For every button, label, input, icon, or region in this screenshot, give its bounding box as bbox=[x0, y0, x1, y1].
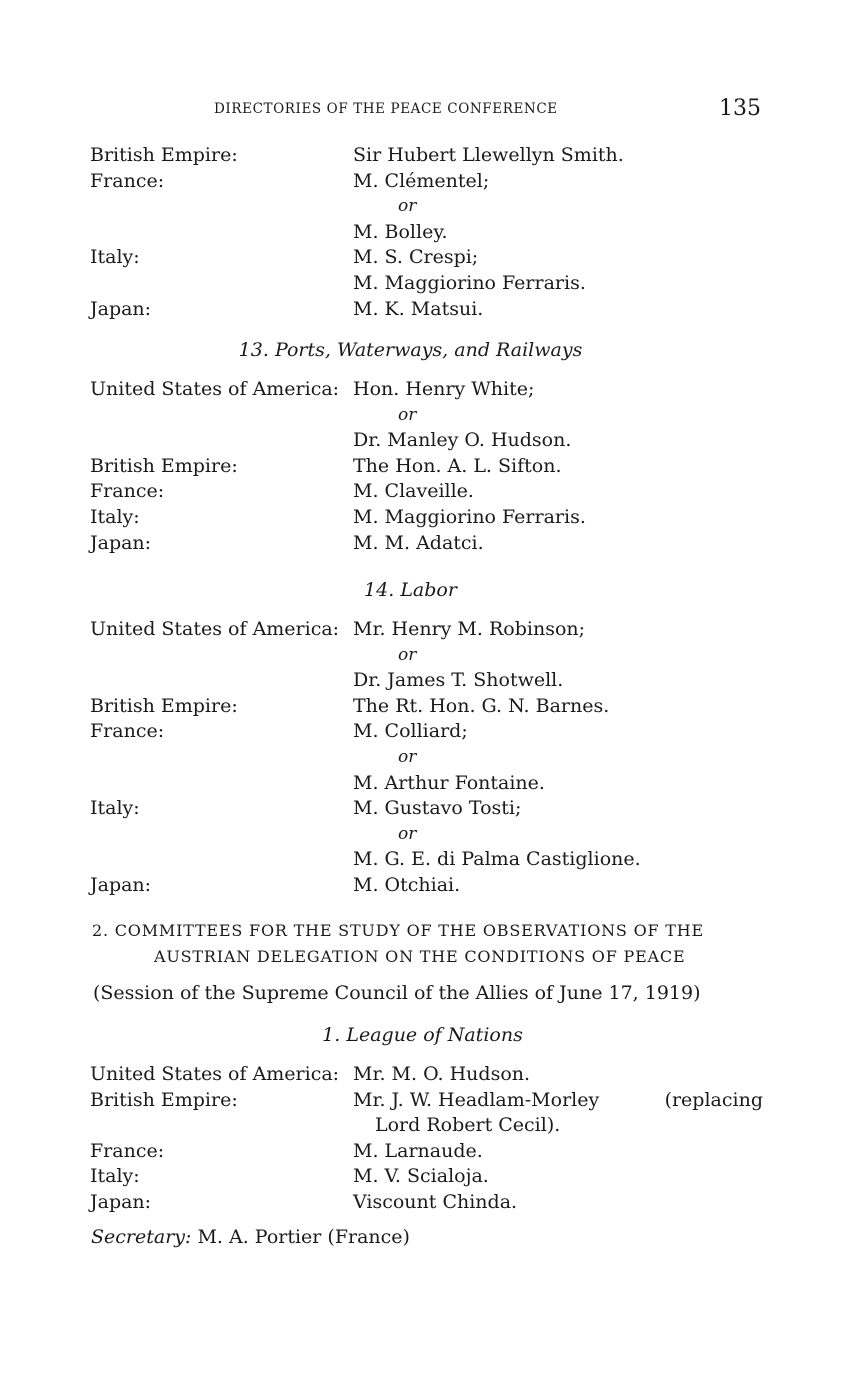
member-name bbox=[353, 1088, 763, 1139]
member-name-part: Lord Robert Cecil). bbox=[375, 1114, 561, 1137]
alternate-or: or bbox=[398, 644, 417, 665]
directory-row bbox=[90, 719, 762, 745]
directory-row bbox=[90, 479, 762, 505]
directory-row bbox=[90, 169, 762, 195]
country-label: United States of America: bbox=[90, 1063, 340, 1085]
country-label: Italy: bbox=[90, 505, 140, 528]
directory-row bbox=[90, 143, 762, 169]
part-2-title bbox=[92, 918, 762, 970]
member-name: Viscount Chinda. bbox=[353, 1190, 518, 1213]
member-name: M. K. Matsui. bbox=[353, 297, 484, 320]
alternate-or: or bbox=[398, 823, 417, 844]
country-label: France: bbox=[90, 480, 165, 503]
running-header bbox=[0, 96, 857, 124]
directory-row bbox=[90, 617, 762, 643]
directory-row bbox=[90, 1062, 762, 1088]
member-name: M. S. Crespi; bbox=[353, 246, 479, 269]
directory-row bbox=[90, 1164, 762, 1190]
country-label: France: bbox=[90, 720, 165, 743]
directory-row bbox=[90, 822, 762, 848]
directory-row bbox=[90, 505, 762, 531]
country-label: Italy: bbox=[90, 246, 140, 269]
member-name: M. Maggiorino Ferraris. bbox=[353, 271, 586, 294]
member-name: The Rt. Hon. G. N. Barnes. bbox=[353, 694, 610, 717]
section-heading-league bbox=[0, 1024, 851, 1046]
directory-row bbox=[90, 694, 762, 720]
country-label: Italy: bbox=[90, 1165, 140, 1188]
section-number: 13. bbox=[238, 339, 269, 361]
member-name: Dr. Manley O. Hudson. bbox=[353, 429, 572, 452]
directory-row bbox=[90, 873, 762, 899]
member-name: M. Arthur Fontaine. bbox=[353, 771, 545, 794]
member-name: M. Colliard; bbox=[353, 720, 468, 743]
member-name: Mr. M. O. Hudson. bbox=[353, 1063, 531, 1085]
running-title: DIRECTORIES OF THE PEACE CONFERENCE bbox=[214, 101, 558, 117]
member-name: M. Claveille. bbox=[353, 480, 474, 503]
directory-row bbox=[90, 643, 762, 669]
section-heading-13 bbox=[0, 339, 839, 361]
section-number: 1. bbox=[322, 1024, 341, 1046]
member-name: Dr. James T. Shotwell. bbox=[353, 669, 564, 692]
directory-row bbox=[90, 531, 762, 557]
member-name: Mr. Henry M. Robinson; bbox=[353, 618, 586, 640]
member-name: M. Clémentel; bbox=[353, 169, 490, 192]
country-label: Japan: bbox=[90, 531, 152, 554]
secretary-label: Secretary: bbox=[91, 1226, 192, 1248]
directory-row bbox=[90, 1190, 762, 1216]
directory-row bbox=[90, 403, 762, 429]
section-title: Ports, Waterways, and Railways bbox=[274, 339, 583, 361]
country-label: France: bbox=[90, 1139, 165, 1162]
member-name: Sir Hubert Llewellyn Smith. bbox=[353, 144, 624, 166]
section-title: Labor bbox=[400, 579, 457, 601]
directory-row bbox=[90, 271, 762, 297]
country-label: Italy: bbox=[90, 797, 140, 820]
directory-row bbox=[90, 428, 762, 454]
directory-row bbox=[90, 297, 762, 323]
section-heading-14 bbox=[0, 579, 839, 601]
country-label: France: bbox=[90, 169, 165, 192]
directory-row bbox=[90, 377, 762, 403]
member-name: M. V. Scialoja. bbox=[353, 1165, 489, 1188]
directory-row bbox=[90, 220, 762, 246]
country-label: British Empire: bbox=[90, 454, 238, 477]
member-name: The Hon. A. L. Sifton. bbox=[353, 454, 562, 477]
directory-block-14 bbox=[90, 617, 762, 899]
part-2-title-line-1: 2. COMMITTEES FOR THE STUDY OF THE OBSERVATIONS OF THE bbox=[92, 921, 704, 940]
member-name: M. Maggiorino Ferraris. bbox=[353, 505, 586, 528]
alternate-or: or bbox=[398, 404, 417, 425]
member-name: M. Otchiai. bbox=[353, 873, 461, 896]
session-note: (Session of the Supreme Council of the Allies of June 17, 1919) bbox=[93, 982, 701, 1004]
directory-row bbox=[90, 245, 762, 271]
directory-row bbox=[90, 668, 762, 694]
country-label: Japan: bbox=[90, 297, 152, 320]
directory-row bbox=[90, 847, 762, 873]
directory-block-league bbox=[90, 1062, 762, 1216]
part-2-title-line-2: AUSTRIAN DELEGATION ON THE CONDITIONS OF PEACE bbox=[154, 947, 686, 966]
directory-row bbox=[90, 1088, 762, 1139]
member-name-part: (replacing bbox=[664, 1088, 763, 1111]
section-number: 14. bbox=[364, 579, 395, 601]
page-number: 135 bbox=[719, 96, 761, 121]
directory-row bbox=[90, 796, 762, 822]
country-label: United States of America: bbox=[90, 378, 340, 400]
directory-block-13 bbox=[90, 377, 762, 556]
directory-row bbox=[90, 194, 762, 220]
alternate-or: or bbox=[398, 196, 417, 217]
country-label: United States of America: bbox=[90, 618, 340, 640]
member-name: M. Gustavo Tosti; bbox=[353, 797, 522, 820]
member-name: M. Bolley. bbox=[353, 220, 448, 243]
directory-row bbox=[90, 454, 762, 480]
member-name: M. Larnaude. bbox=[353, 1139, 483, 1162]
directory-row bbox=[90, 745, 762, 771]
member-name: Hon. Henry White; bbox=[353, 378, 535, 400]
country-label: British Empire: bbox=[90, 694, 238, 717]
alternate-or: or bbox=[398, 746, 417, 767]
country-label: Japan: bbox=[90, 873, 152, 896]
member-name-part: Mr. J. W. Headlam-Morley bbox=[353, 1088, 600, 1111]
country-label: British Empire: bbox=[90, 144, 238, 166]
section-title: League of Nations bbox=[346, 1024, 523, 1046]
directory-block-continued bbox=[90, 143, 762, 322]
country-label: Japan: bbox=[90, 1190, 152, 1213]
directory-row bbox=[90, 771, 762, 797]
country-label: British Empire: bbox=[90, 1088, 238, 1111]
member-name: M. G. E. di Palma Castiglione. bbox=[353, 848, 641, 871]
directory-row bbox=[90, 1139, 762, 1165]
member-name: M. M. Adatci. bbox=[353, 531, 484, 554]
secretary-line bbox=[91, 1226, 410, 1248]
secretary-value: M. A. Portier (France) bbox=[197, 1226, 410, 1248]
